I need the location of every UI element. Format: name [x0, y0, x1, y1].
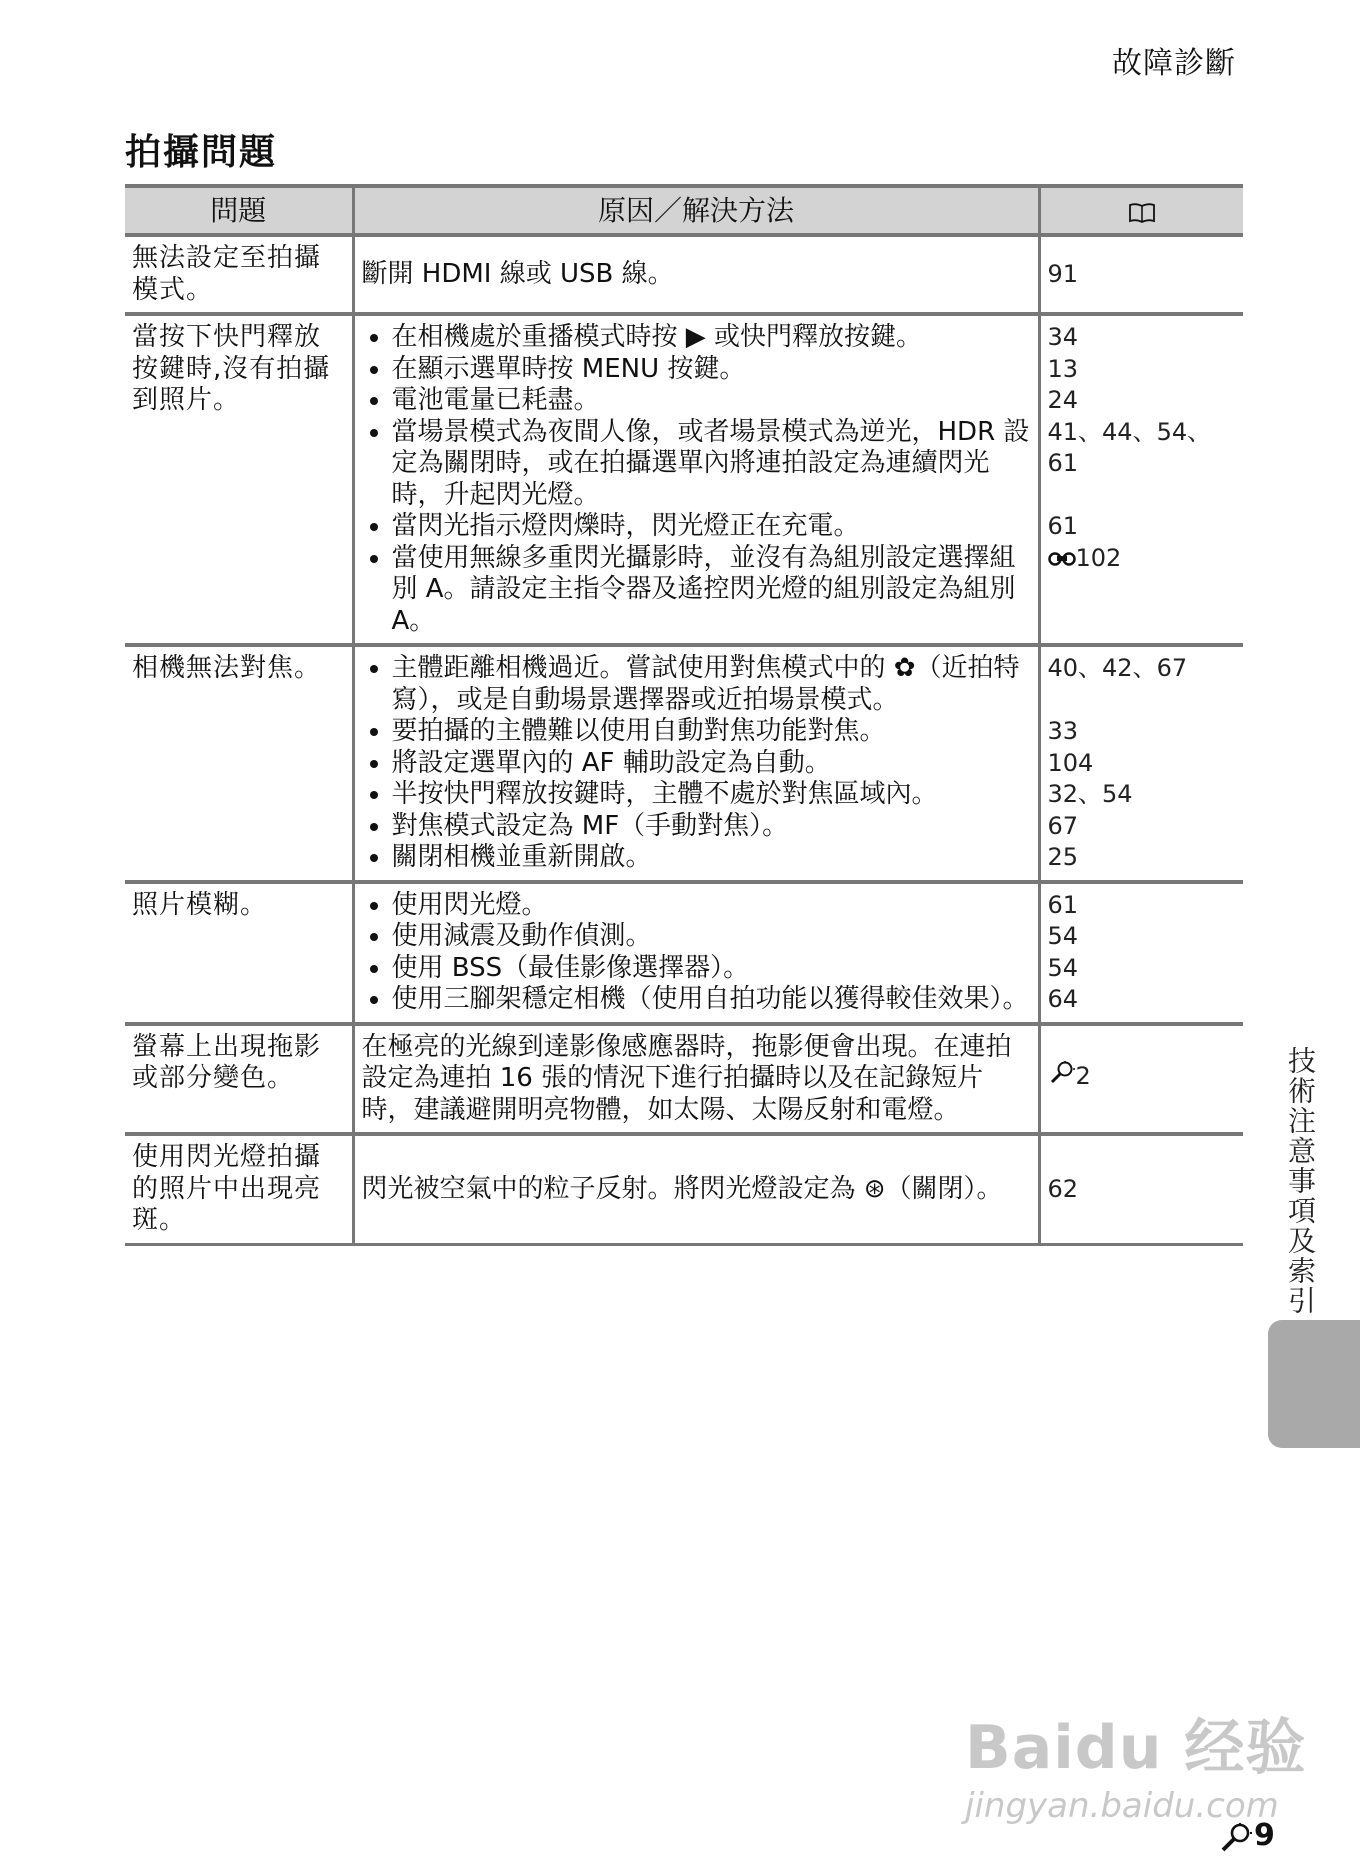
tech-notes-icon — [1218, 1822, 1254, 1852]
section-title: 拍攝問題 — [125, 132, 278, 173]
page-ref: 25 — [1047, 843, 1079, 871]
page-number — [1218, 1818, 1275, 1853]
reference-cell — [1039, 882, 1243, 1024]
list-item: • 關閉相機並重新開啟。 — [392, 842, 1031, 874]
solution-cell — [353, 314, 1039, 645]
reference-cell: 91 — [1039, 235, 1243, 314]
page-ref: 24 — [1047, 386, 1079, 414]
table-row — [125, 1024, 1243, 1135]
list-item: • 使用減震及動作偵測。 — [392, 921, 1031, 953]
page-ref: 54 — [1047, 922, 1079, 950]
list-item: • 當閃光指示燈閃爍時，閃光燈正在充電。 — [392, 511, 1031, 543]
page-ref-reference-section — [1048, 543, 1237, 575]
page-ref-number: 102 — [1075, 543, 1122, 572]
watermark — [965, 1700, 1306, 1826]
page-ref: 54 — [1047, 953, 1079, 982]
page-ref: 40、42、67 — [1047, 654, 1188, 682]
problem-cell: 使用閃光燈拍攝的照片中出現亮斑。 — [125, 1134, 353, 1244]
problem-cell: 相機無法對焦。 — [125, 645, 353, 882]
list-item: • 將設定選單內的 AF 輔助設定為自動。 — [392, 748, 1031, 780]
page-ref-tech-notes — [1048, 1032, 1237, 1093]
ref-spacer — [1048, 480, 1237, 512]
page-ref: 67 — [1047, 811, 1079, 840]
table-row — [125, 1134, 1243, 1244]
solution-cell: 在極亮的光線到達影像感應器時，拖影便會出現。在連拍設定為連拍 16 張的情況下進行拍攝時以及在記錄短片時，建議避開明亮物體，如太陽、太陽反射和電燈。 — [353, 1024, 1039, 1135]
tech-notes-icon — [1048, 1060, 1076, 1084]
reference-cell: 62 — [1039, 1134, 1243, 1244]
list-item: • 對焦模式設定為 MF（手動對焦）。 — [392, 811, 1031, 843]
column-header-solution: 原因／解決方法 — [353, 186, 1039, 235]
problem-cell: 螢幕上出現拖影或部分變色。 — [125, 1024, 353, 1135]
list-item: • 在顯示選單時按 MENU 按鍵。 — [392, 354, 1031, 386]
side-tab-label: 技術注意事項及索引 — [1284, 1046, 1317, 1316]
page-ref: 13 — [1047, 354, 1079, 383]
solution-cell — [353, 645, 1039, 882]
table-header-row — [125, 186, 1243, 235]
problem-cell: 當按下快門釋放按鍵時,沒有拍攝到照片。 — [125, 314, 353, 645]
list-item: • 使用閃光燈。 — [392, 890, 1031, 922]
table-row — [125, 235, 1243, 314]
list-item: • 電池電量已耗盡。 — [392, 385, 1031, 417]
page-ref: 61 — [1047, 890, 1079, 919]
column-header-problem: 問題 — [125, 186, 353, 235]
page-ref: 32、54 — [1047, 780, 1133, 808]
reference-cell — [1039, 314, 1243, 645]
list-item: • 使用三腳架穩定相機（使用自拍功能以獲得較佳效果）。 — [392, 984, 1031, 1016]
page-ref: 104 — [1047, 748, 1094, 777]
reference-cell — [1039, 645, 1243, 882]
watermark-url: jingyan.baidu.com — [965, 1786, 1279, 1826]
table-row — [125, 645, 1243, 882]
list-item: • 主體距離相機過近。嘗試使用對焦模式中的 ✿（近拍特寫），或是自動場景選擇器或近拍場景模式。 — [392, 653, 1031, 716]
solution-cell — [353, 882, 1039, 1024]
side-tab — [1268, 1320, 1360, 1448]
list-item: • 使用 BSS（最佳影像選擇器）。 — [392, 953, 1031, 985]
watermark-brand: Baidu 经验 — [965, 1713, 1307, 1783]
table-row — [125, 314, 1243, 645]
list-item: • 當使用無線多重閃光攝影時，並沒有為組別設定選擇組別 A。請設定主指令器及遙控閃光燈的組別設定為組別 A。 — [392, 543, 1031, 638]
page-ref-number: 2 — [1075, 1061, 1091, 1090]
page-ref: 41、44、54、61 — [1047, 417, 1212, 477]
list-item: • 在相機處於重播模式時按 ▶ 或快門釋放按鍵。 — [392, 322, 1031, 354]
solution-cell: 斷開 HDMI 線或 USB 線。 — [353, 235, 1039, 314]
table-row — [125, 882, 1243, 1024]
problem-cell: 無法設定至拍攝模式。 — [125, 235, 353, 314]
solution-cell: 閃光被空氣中的粒子反射。將閃光燈設定為 ⊛（關閉）。 — [353, 1134, 1039, 1244]
list-item: • 當場景模式為夜間人像，或者場景模式為逆光，HDR 設定為關閉時，或在拍攝選單內將連拍設定為連續閃光時，升起閃光燈。 — [392, 417, 1031, 512]
page-ref: 61 — [1047, 512, 1079, 540]
list-item: • 半按快門釋放按鍵時，主體不處於對焦區域內。 — [392, 779, 1031, 811]
chapter-header: 故障診斷 — [1112, 46, 1236, 81]
page-number-value: 9 — [1254, 1818, 1275, 1853]
list-item: • 要拍攝的主體難以使用自動對焦功能對焦。 — [392, 716, 1031, 748]
troubleshooting-table — [125, 184, 1243, 1246]
book-icon — [1128, 198, 1156, 218]
problem-cell: 照片模糊。 — [125, 882, 353, 1024]
column-header-reference — [1039, 186, 1243, 235]
reference-cell — [1039, 1024, 1243, 1135]
page-ref: 64 — [1047, 985, 1079, 1013]
page-ref: 34 — [1047, 323, 1079, 351]
reference-section-icon — [1048, 552, 1076, 566]
page-ref: 33 — [1047, 717, 1079, 745]
